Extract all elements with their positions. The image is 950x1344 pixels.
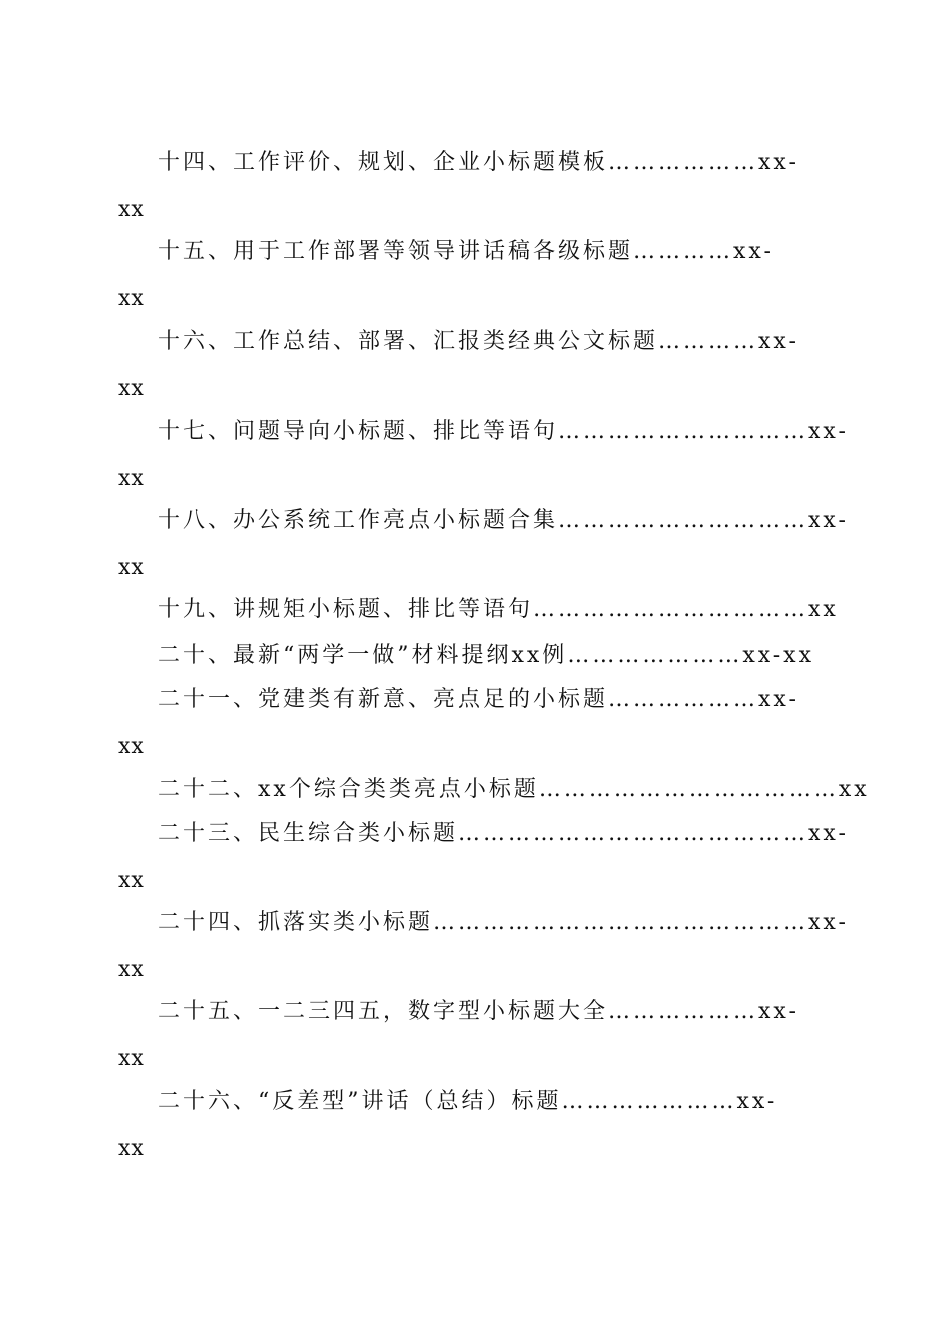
toc-leader: ………………………… [558,508,809,533]
toc-entry-title: 二十五、一二三四五，数字型小标题大全 [158,999,609,1024]
toc-entry-title: 二十三、民生综合类小标题 [158,821,459,846]
toc-leader: ………………… [561,1089,737,1114]
toc-page-number: xx- [758,150,799,175]
toc-page-number: xx-xx [742,643,814,668]
toc-page-continuation: xx [118,555,145,580]
toc-leader: ……………… [608,150,759,175]
toc-page-number: xx- [758,329,799,354]
toc-entry-title: 十四、工作评价、规划、企业小标题模板 [158,150,609,175]
toc-leader: ……………… [608,999,759,1024]
toc-leader: …………………………………… [458,821,809,846]
toc-leader: ……………… [608,687,759,712]
toc-entry-title: 十七、问题导向小标题、排比等语句 [158,419,559,444]
toc-leader: ………………………… [558,419,809,444]
toc-entry-title: 二十二、xx个综合类类亮点小标题 [158,777,539,802]
toc-page-number: xx- [758,999,799,1024]
toc-page-continuation: xx [118,957,145,982]
toc-leader: ……………………………… [538,777,839,802]
toc-page-continuation: xx [118,197,145,222]
toc-page-number: xx- [808,821,849,846]
toc-page-number: xx- [733,239,774,264]
toc-entry-title: 十九、讲规矩小标题、排比等语句 [158,597,534,622]
toc-entry-title: 二十一、党建类有新意、亮点足的小标题 [158,687,609,712]
toc-leader: ………… [633,239,734,264]
toc-page-continuation: xx [118,286,145,311]
toc-page-number: xx- [808,910,849,935]
toc-page-number: xx- [808,419,849,444]
toc-page-continuation: xx [118,734,145,759]
toc-page-number: xx- [736,1089,778,1114]
toc-entry-title: 二十四、抓落实类小标题 [158,910,434,935]
toc-leader: ………… [658,329,759,354]
toc-entry-title: 二十六、“反差型”讲话（总结）标题 [158,1089,562,1114]
toc-page-continuation: xx [118,1046,145,1071]
toc-page-number: xx- [758,687,799,712]
toc-entry-title: 十六、工作总结、部署、汇报类经典公文标题 [158,329,659,354]
toc-page-number: xx [808,597,839,622]
toc-page-continuation: xx [118,466,145,491]
toc-page-continuation: xx [118,1136,145,1161]
toc-page-number: xx- [808,508,849,533]
toc-entry-title: 十五、用于工作部署等领导讲话稿各级标题 [158,239,634,264]
toc-leader: ………………… [567,643,743,668]
toc-leader: …………………………… [533,597,809,622]
toc-entry-title: 十八、办公系统工作亮点小标题合集 [158,508,559,533]
toc-leader: ……………………………………… [433,910,809,935]
toc-page-continuation: xx [118,376,145,401]
toc-entry-title: 二十、最新“两学一做”材料提纲xx例 [158,643,568,668]
toc-page-continuation: xx [118,868,145,893]
toc-page-number: xx [838,777,870,802]
